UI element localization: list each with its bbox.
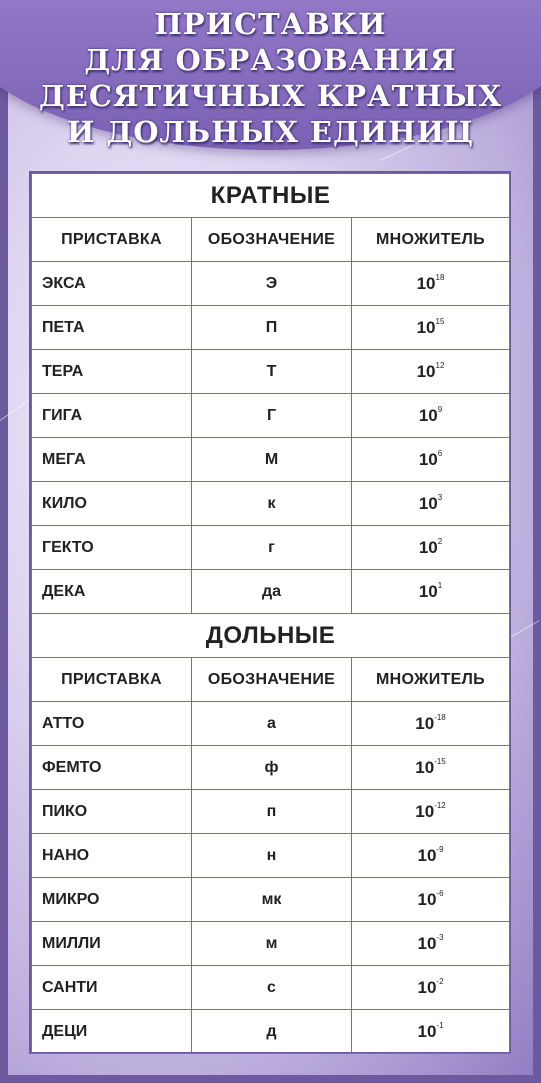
multiplier [352,702,510,746]
multiplier-base: 10 [416,362,436,381]
multiplier-base: 10 [418,450,438,469]
table-row [32,922,510,966]
multiplier-exponent: 6 [437,449,443,458]
multiplier-exponent: -1 [436,1021,444,1030]
prefix-name: ДЕКА [32,570,192,614]
multiplier [352,570,510,614]
multiplier-exponent: -3 [436,933,444,942]
table-row [32,1010,510,1054]
table-row [32,878,510,922]
table-row [32,966,510,1010]
prefix-name: КИЛО [32,482,192,526]
multiplier [352,922,510,966]
prefix-name: МИЛЛИ [32,922,192,966]
prefix-symbol: д [192,1010,352,1054]
prefix-symbol: ф [192,746,352,790]
prefix-symbol: да [192,570,352,614]
multiplier [352,394,510,438]
prefix-name: ПЕТА [32,306,192,350]
multiplier-exponent: -18 [434,713,446,722]
multiplier-base: 10 [416,318,436,337]
multiplier-base: 10 [416,274,436,293]
multiplier-base: 10 [415,714,435,733]
multiplier-base: 10 [418,406,438,425]
multiplier-exponent: -6 [436,889,444,898]
section-title-row [32,614,510,658]
prefix-name: НАНО [32,834,192,878]
multiplier-exponent: 18 [435,273,445,282]
table-row [32,570,510,614]
multiplier-base: 10 [415,802,435,821]
table-row [32,482,510,526]
multiplier [352,350,510,394]
prefix-symbol: Э [192,262,352,306]
table-row [32,394,510,438]
multiplier-exponent: -2 [436,977,444,986]
title-line: ДЕСЯТИЧНЫХ КРАТНЫХ [39,79,502,113]
prefix-symbol: Г [192,394,352,438]
multiplier-base: 10 [417,890,437,909]
multiplier-exponent: -9 [436,845,444,854]
column-header-symbol: ОБОЗНАЧЕНИЕ [192,218,352,262]
prefix-symbol: г [192,526,352,570]
multiplier-exponent: 15 [435,317,445,326]
multiplier-base: 10 [418,494,438,513]
prefix-symbol: н [192,834,352,878]
title-line: ДЛЯ ОБРАЗОВАНИЯ [84,43,457,77]
prefix-name: ТЕРА [32,350,192,394]
table-row [32,438,510,482]
multiplier-base: 10 [417,978,437,997]
prefix-name: АТТО [32,702,192,746]
prefix-name: САНТИ [32,966,192,1010]
prefix-name: МИКРО [32,878,192,922]
prefix-symbol: П [192,306,352,350]
poster-title [0,6,541,150]
prefix-name: ГЕКТО [32,526,192,570]
section-title: ДОЛЬНЫЕ [32,614,510,658]
table-row [32,834,510,878]
multiplier-exponent: 9 [437,405,443,414]
multiplier [352,438,510,482]
prefix-name: ФЕМТО [32,746,192,790]
multiplier-exponent: 3 [437,493,443,502]
prefix-symbol: М [192,438,352,482]
prefix-table-container [29,171,511,1054]
multiplier-base: 10 [415,758,435,777]
column-header-prefix: ПРИСТАВКА [32,218,192,262]
prefix-name: ПИКО [32,790,192,834]
table-row [32,790,510,834]
column-header-row [32,218,510,262]
multiplier [352,262,510,306]
prefix-symbol: с [192,966,352,1010]
prefix-symbol: мк [192,878,352,922]
prefix-symbol: м [192,922,352,966]
prefix-name: ГИГА [32,394,192,438]
multiplier [352,1010,510,1054]
column-header-row [32,658,510,702]
column-header-multiplier: МНОЖИТЕЛЬ [352,658,510,702]
prefix-symbol: к [192,482,352,526]
multiplier [352,878,510,922]
table-row [32,262,510,306]
column-header-multiplier: МНОЖИТЕЛЬ [352,218,510,262]
prefix-name: МЕГА [32,438,192,482]
multiplier-base: 10 [417,846,437,865]
section-title-row [32,174,510,218]
section-title: КРАТНЫЕ [32,174,510,218]
multiplier-exponent: -15 [434,757,446,766]
column-header-symbol: ОБОЗНАЧЕНИЕ [192,658,352,702]
prefix-symbol: п [192,790,352,834]
multiplier-exponent: -12 [434,801,446,810]
multiplier [352,482,510,526]
multiplier-base: 10 [418,582,438,601]
multiplier-base: 10 [418,538,438,557]
title-line: И ДОЛЬНЫХ ЕДИНИЦ [66,115,475,149]
prefix-name: ДЕЦИ [32,1010,192,1054]
table-row [32,350,510,394]
multiplier-exponent: 12 [435,361,445,370]
table-row [32,746,510,790]
column-header-prefix: ПРИСТАВКА [32,658,192,702]
multiplier [352,746,510,790]
multiplier-exponent: 1 [437,581,443,590]
multiplier [352,834,510,878]
multiplier [352,966,510,1010]
table-row [32,702,510,746]
prefix-symbol: а [192,702,352,746]
multiplier [352,526,510,570]
table-row [32,526,510,570]
multiplier [352,790,510,834]
prefix-symbol: Т [192,350,352,394]
table-row [32,306,510,350]
multiplier-base: 10 [417,934,437,953]
prefix-table [31,173,510,1054]
multiplier [352,306,510,350]
multiplier-base: 10 [417,1022,437,1041]
title-line: ПРИСТАВКИ [154,7,387,41]
multiplier-exponent: 2 [437,537,443,546]
prefix-name: ЭКСА [32,262,192,306]
